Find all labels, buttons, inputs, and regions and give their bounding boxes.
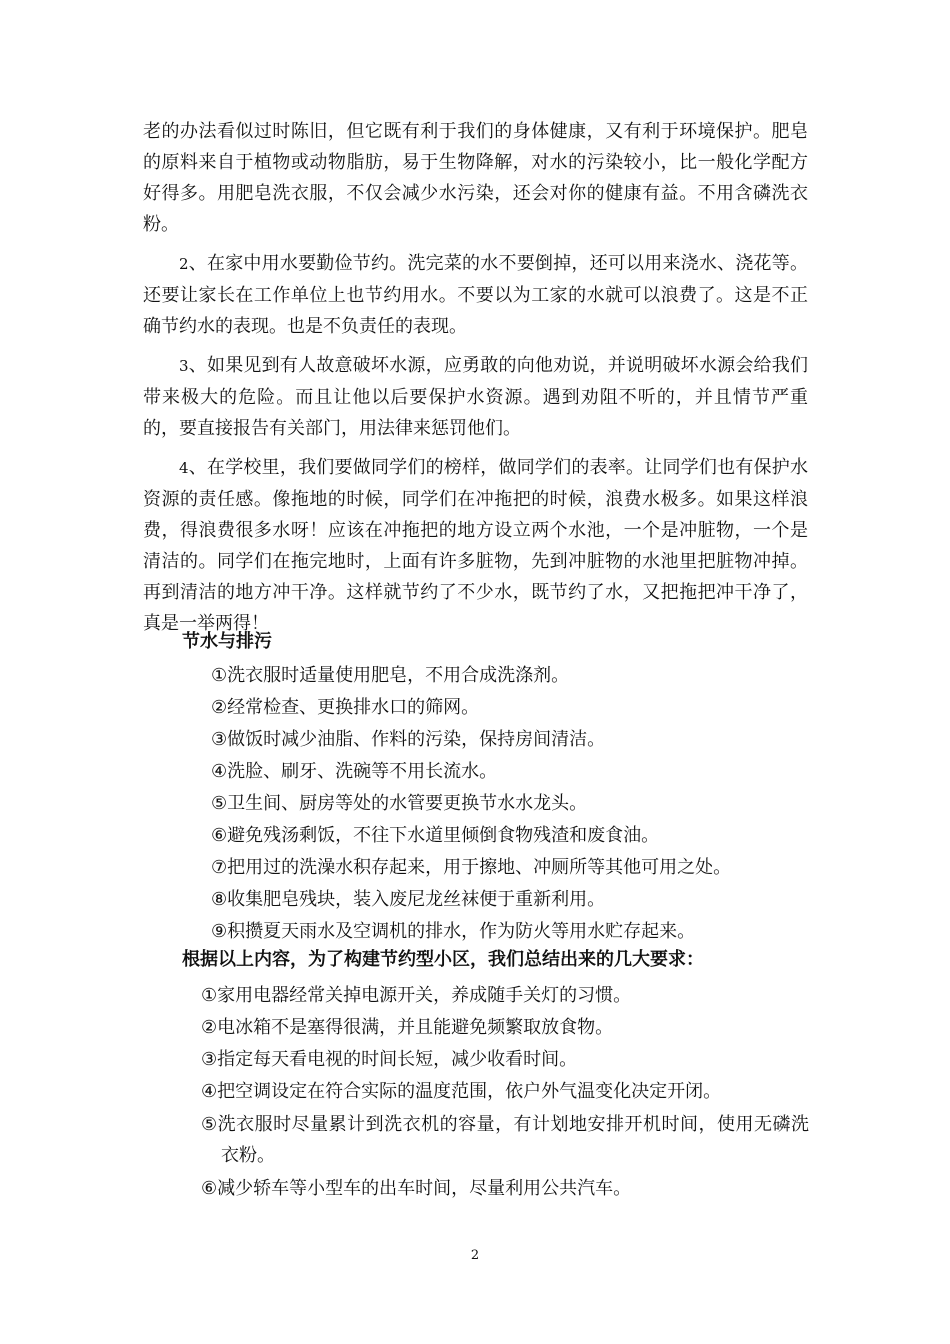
- list-item: ④把空调设定在符合实际的温度范围，依户外气温变化决定开闭。: [201, 1081, 722, 1102]
- list-item: ⑦把用过的洗澡水积存起来，用于擦地、冲厕所等其他可用之处。: [211, 857, 732, 878]
- list-item: ③做饭时减少油脂、作料的污染，保持房间清洁。: [211, 729, 606, 750]
- list-item: ⑧收集肥皂残块，装入废尼龙丝袜便于重新利用。: [211, 889, 606, 910]
- list-item: ⑨积攒夏天雨水及空调机的排水，作为防火等用水贮存起来。: [211, 921, 696, 942]
- paragraph-4: [143, 452, 808, 639]
- paragraph-number: 2: [179, 255, 189, 273]
- paragraph-text: 、在家中用水要勤俭节约。洗完菜的水不要倒掉，还可以用来浇水、浇花等。还要让家长在工作单位上也节约用水。不要以为工家的水就可以浪费了。这是不正确节约水的表现。也是不负责任的表现。: [143, 253, 808, 337]
- list-item: ⑤卫生间、厨房等处的水管要更换节水水龙头。: [211, 793, 588, 814]
- page-number: 2: [470, 1248, 480, 1263]
- list-item: ④洗脸、刷牙、洗碗等不用长流水。: [211, 761, 498, 782]
- list-item: ⑥避免残汤剩饭，不往下水道里倾倒食物残渣和废食油。: [211, 825, 660, 846]
- list-item: ⑥减少轿车等小型车的出车时间，尽量利用公共汽车。: [201, 1178, 632, 1199]
- paragraph-number: 3: [179, 357, 189, 375]
- paragraph-2: [143, 248, 808, 342]
- list-item: ②电冰箱不是塞得很满，并且能避免频繁取放食物。: [201, 1017, 614, 1038]
- water-saving-list: [211, 660, 811, 948]
- paragraph-number: 4: [179, 459, 189, 477]
- paragraph-text: 、如果见到有人故意破坏水源，应勇敢的向他劝说，并说明破坏水源会给我们带来极大的危险。而且让他以后要保护水资源。遇到劝阻不听的，并且情节严重的，要直接报告有关部门，用法律来惩罚他们。: [143, 355, 808, 439]
- paragraph-3: [143, 350, 808, 444]
- list-item: ①洗衣服时适量使用肥皂，不用合成洗涤剂。: [211, 665, 570, 686]
- paragraph-continuation: 老的办法看似过时陈旧，但它既有利于我们的身体健康，又有利于环境保护。肥皂的原料来自于植物或动物脂肪，易于生物降解，对水的污染较小，比一般化学配方好得多。用肥皂洗衣服，不仅会减少水污染，还会对你的健康有益。不用含磷洗衣粉。: [143, 121, 808, 235]
- list-item: ②经常检查、更换排水口的筛网。: [211, 697, 480, 718]
- paragraph-text: 、在学校里，我们要做同学们的榜样，做同学们的表率。让同学们也有保护水资源的责任感。像拖地的时候，同学们在冲拖把的时候，浪费水极多。如果这样浪费，得浪费很多水呀！应该在冲拖把的地方设立两个水池，一个是冲脏物，一个是清洁的。同学们在拖完地时，上面有许多脏物，先到冲脏物的水池里把脏物冲掉。再到清洁的地方冲干净。这样就节约了不少水，既节约了水，又把拖把冲干净了，真是一举两得！: [143, 457, 808, 634]
- requirements-list: [201, 980, 809, 1205]
- document-body: [143, 116, 808, 639]
- list-item: ⑤洗衣服时尽量累计到洗衣机的容量，有计划地安排开机时间，使用无磷洗衣粉。: [201, 1114, 809, 1166]
- list-item: ①家用电器经常关掉电源开关，养成随手关灯的习惯。: [201, 985, 632, 1006]
- section-heading-water-saving: 节水与排污: [182, 631, 272, 652]
- list-item: ③指定每天看电视的时间长短，减少收看时间。: [201, 1049, 578, 1070]
- section-heading-requirements: 根据以上内容，为了构建节约型小区，我们总结出来的几大要求：: [182, 949, 704, 970]
